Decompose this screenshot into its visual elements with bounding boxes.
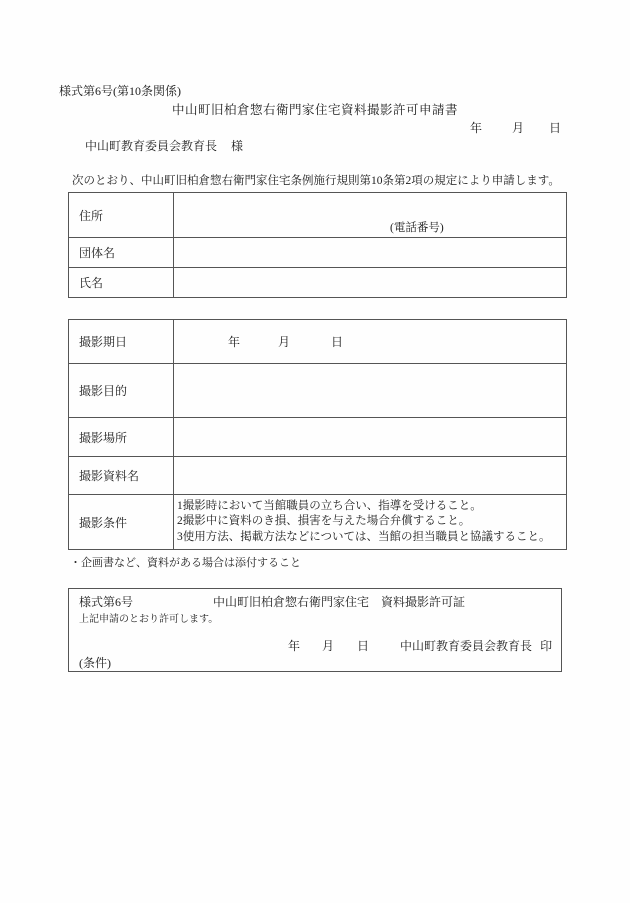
- shooting-material-label: 撮影資料名: [69, 457, 174, 494]
- table-row: [69, 364, 566, 418]
- date-month-label: 月: [322, 639, 335, 653]
- table-row: [69, 193, 566, 238]
- table-row: [69, 457, 566, 495]
- permit-conditions-label: (条件): [79, 656, 111, 670]
- intro-sentence: 次のとおり、中山町旧柏倉惣右衛門家住宅条例施行規則第10条第2項の規定により申請します。: [72, 175, 560, 187]
- addressee-name: 中山町教育委員会教育長: [85, 139, 218, 153]
- form-number: 様式第6号(第10条関係): [59, 84, 181, 98]
- table-row: [69, 320, 566, 364]
- name-field: [174, 268, 566, 297]
- shooting-date-field: [174, 320, 566, 363]
- condition-item-3: 3使用方法、掲載方法などについては、当館の担当職員と協議すること。: [177, 530, 551, 543]
- shooting-date-label: 撮影期日: [69, 320, 174, 363]
- shooting-conditions-field: [174, 495, 566, 549]
- date-year-label: 年: [288, 639, 301, 653]
- table-row: [69, 418, 566, 457]
- organization-label: 団体名: [69, 238, 174, 267]
- condition-item-2: 2撮影中に資料のき損、損害を与えた場合弁償すること。: [177, 515, 471, 528]
- date-day-label: 日: [357, 639, 370, 653]
- permit-title: 中山町旧柏倉惣右衛門家住宅 資料撮影許可証: [213, 595, 466, 609]
- addressee-honorific: 様: [231, 139, 244, 153]
- condition-item-1: 1撮影時において当館職員の立ち合い、指導を受けること。: [177, 499, 482, 512]
- date-day-label: 日: [549, 121, 562, 135]
- photography-table: [68, 319, 567, 550]
- address-field: [174, 193, 566, 237]
- address-label: 住所: [69, 193, 174, 237]
- table-row: [69, 268, 566, 297]
- shooting-purpose-field: [174, 364, 566, 417]
- shooting-purpose-label: 撮影目的: [69, 364, 174, 417]
- page-title: 中山町旧柏倉惣右衛門家住宅資料撮影許可申請書: [171, 103, 458, 117]
- organization-field: [174, 238, 566, 267]
- table-row: [69, 495, 566, 549]
- date-day-label: 日: [331, 335, 344, 349]
- permit-box: [68, 588, 562, 672]
- shooting-place-label: 撮影場所: [69, 418, 174, 456]
- permit-form-number: 様式第6号: [79, 595, 134, 609]
- date-month-label: 月: [512, 121, 525, 135]
- date-month-label: 月: [278, 335, 291, 349]
- date-year-label: 年: [470, 121, 483, 135]
- name-label: 氏名: [69, 268, 174, 297]
- shooting-conditions-label: 撮影条件: [69, 495, 174, 549]
- permit-approval-text: 上記申請のとおり許可します。: [79, 614, 219, 625]
- attachment-note: ・企画書など、資料がある場合は添付すること: [70, 557, 301, 569]
- permit-date-signer-line: [288, 637, 552, 654]
- application-date-line: [470, 119, 561, 136]
- shooting-place-field: [174, 418, 566, 456]
- applicant-table: [68, 192, 567, 298]
- conditions-list: [174, 495, 566, 549]
- table-row: [69, 238, 566, 268]
- addressee-line: [85, 137, 243, 154]
- date-year-label: 年: [228, 335, 241, 349]
- permit-signer: 中山町教育委員会教育長: [400, 639, 533, 653]
- seal-mark: 印: [540, 639, 553, 653]
- shooting-material-field: [174, 457, 566, 494]
- phone-number-label: (電話番号): [390, 222, 444, 234]
